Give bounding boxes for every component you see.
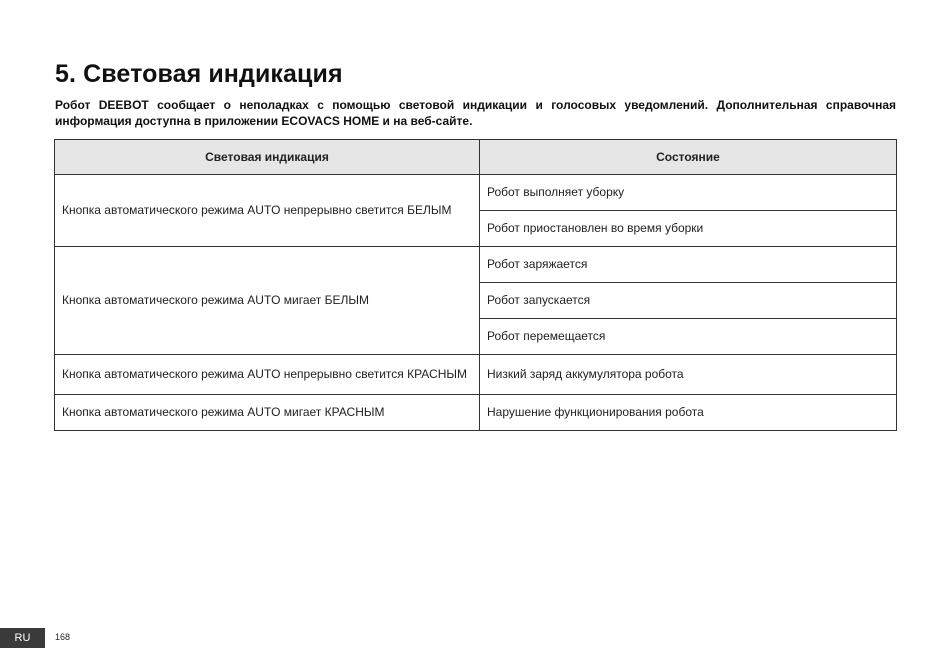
state-cell: Робот перемещается bbox=[480, 319, 897, 355]
state-cell: Низкий заряд аккумулятора робота bbox=[480, 355, 897, 395]
indication-table bbox=[54, 139, 897, 431]
page-title: 5. Световая индикация bbox=[55, 60, 343, 88]
page-number: 168 bbox=[55, 632, 71, 642]
indication-cell: Кнопка автоматического режима AUTO мигает БЕЛЫМ bbox=[55, 247, 480, 355]
state-cell: Робот выполняет уборку bbox=[480, 175, 897, 211]
state-cell: Робот приостановлен во время уборки bbox=[480, 211, 897, 247]
table-row bbox=[55, 355, 897, 395]
language-tag: RU bbox=[0, 628, 45, 648]
state-cell: Робот заряжается bbox=[480, 247, 897, 283]
indication-cell: Кнопка автоматического режима AUTO непрерывно светится КРАСНЫМ bbox=[55, 355, 480, 395]
table-row bbox=[55, 395, 897, 431]
state-cell: Нарушение функционирования робота bbox=[480, 395, 897, 431]
table-row bbox=[55, 247, 897, 283]
header-state: Состояние bbox=[480, 140, 897, 175]
indication-cell: Кнопка автоматического режима AUTO мигает КРАСНЫМ bbox=[55, 395, 480, 431]
table-header-row bbox=[55, 140, 897, 175]
table-row bbox=[55, 175, 897, 211]
state-cell: Робот запускается bbox=[480, 283, 897, 319]
header-indication: Световая индикация bbox=[55, 140, 480, 175]
indication-cell: Кнопка автоматического режима AUTO непрерывно светится БЕЛЫМ bbox=[55, 175, 480, 247]
intro-paragraph: Робот DEEBOT сообщает о неполадках с помощью световой индикации и голосовых уведомлений. Дополнительная справочная информация доступна в приложении ECOVACS HOME и на веб-сайте. bbox=[55, 98, 896, 128]
